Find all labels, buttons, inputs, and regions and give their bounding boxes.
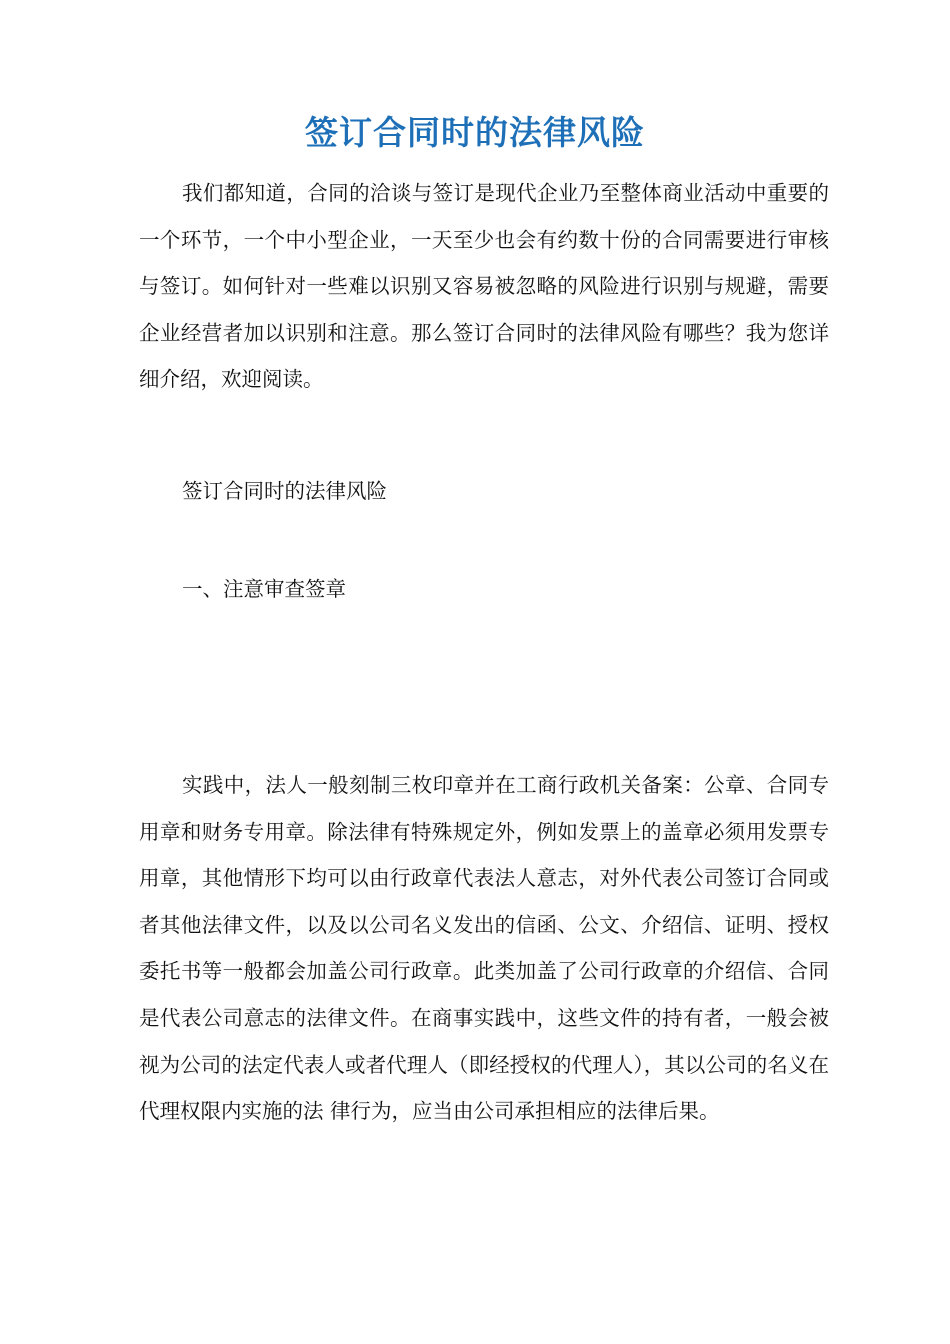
- section-heading: 一、注意审查签章: [182, 577, 346, 601]
- intro-paragraph: 我们都知道，合同的洽谈与签订是现代企业乃至整体商业活动中重要的一个环节，一个中小型企业，一天至少也会有约数十份的合同需要进行审核与签订。如何针对一些难以识别又容易被忽略的风险进行识别与规避，需要企业经营者加以识别和注意。那么签订合同时的法律风险有哪些？我为您详细介绍，欢迎阅读。: [139, 181, 829, 392]
- document-title: 签订合同时的法律风险: [305, 113, 645, 153]
- section-body-paragraph: 实践中，法人一般刻制三枚印章并在工商行政机关备案：公章、合同专用章和财务专用章。除法律有特殊规定外，例如发票上的盖章必须用发票专用章，其他情形下均可以由行政章代表法人意志，对外代表公司签订合同或者其他法律文件，以及以公司名义发出的信函、公文、介绍信、证明、授权委托书等一般都会加盖公司行政章。此类加盖了公司行政章的介绍信、合同是代表公司意志的法律文件。在商事实践中，这些文件的持有者，一般会被视为公司的法定代表人或者代理人（即经授权的代理人），其以公司的名义在代理权限内实施的法 律行为，应当由公司承担相应的法律后果。: [139, 773, 829, 1124]
- subtitle-paragraph: 签订合同时的法律风险: [182, 479, 387, 503]
